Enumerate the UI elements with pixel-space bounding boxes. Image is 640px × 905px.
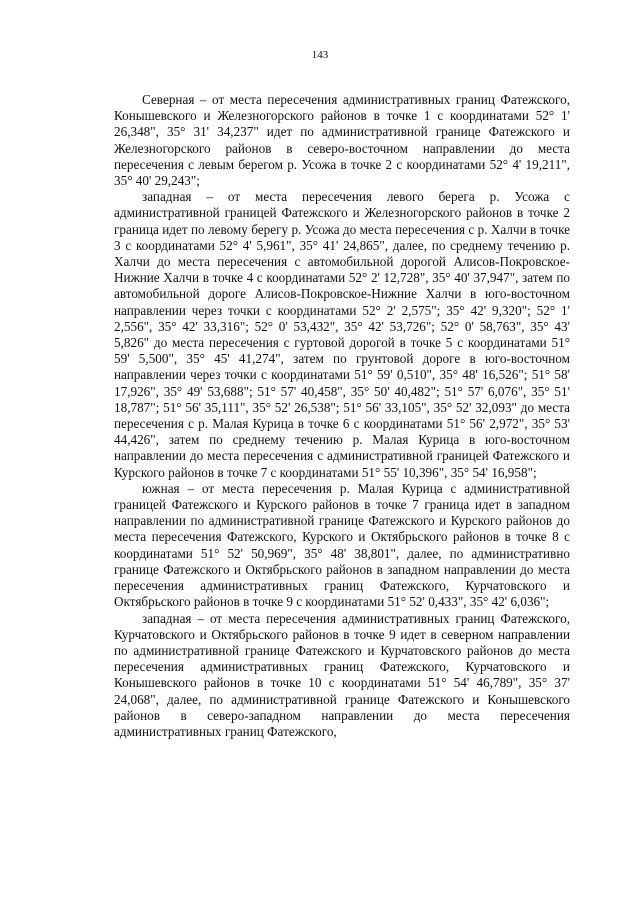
paragraph-south-boundary: южная – от места пересечения р. Малая Курица с административной границей Фатежского и Курского районов в точке 7 граница идет в западном направлении по административной границе Фатежского и Курского районов до места пересечения Фатежского, Курского и Октябрьского районов в точке 8 с координатами 51° 52' 50,969", 35° 48' 38,801", далее, по административно границе Фатежского и Октябрьского районов в западном направлении до места пересечения административных границ Фатежского, Курчатовского и Октябрьского районов в точке 9 с координатами 51° 52' 0,433", 35° 42' 6,036"; (114, 480, 570, 610)
page-number: 143 (311, 49, 329, 61)
paragraph-north-boundary: Северная – от места пересечения административных границ Фатежского, Конышевского и Железногорского районов в точке 1 с координатами 52° 1' 26,348", 35° 31' 34,237" идет по административной границе Фатежского и Железногорского районов в северо-восточном направлении до места пересечения с левым берегом р. Усожа в точке 2 с координатами 52° 4' 19,211", 35° 40' 29,243"; (114, 92, 570, 189)
document-body (114, 92, 570, 740)
paragraph-west-boundary-1: западная – от места пересечения левого берега р. Усожа с административной границей Фатежского и Железногорского районов в точке 2 граница идет по левому берегу р. Усожа до места пересечения с р. Халчи в точке 3 с координатами 52° 4' 5,961", 35° 41' 24,865", далее, по среднему течению р. Халчи до места пересечения с автомобильной дорогой Алисов-Покровское-Нижние Халчи в точке 4 с координатами 52° 2' 12,728", 35° 40' 37,947", затем по автомобильной дороге Алисов-Покровское-Нижние Халчи в юго-восточном направлении через точки с координатами 52° 2' 2,575"; 35° 42' 9,320"; 52° 1' 2,556", 35° 42' 33,316"; 52° 0' 53,432", 35° 42' 53,726"; 52° 0' 58,763", 35° 43' 5,826" до места пересечения с гуртовой дорогой в точке 5 с координатами 51° 59' 5,500", 35° 45' 41,274", затем по грунтовой дороге в юго-восточном направлении через точки с координатами 51° 59' 0,510", 35° 48' 16,526"; 51° 58' 17,926", 35° 49' 53,688"; 51° 57' 40,458", 35° 50' 40,482"; 51° 57' 6,076", 35° 51' 18,787"; 51° 56' 35,111", 35° 52' 26,538"; 51° 56' 33,105", 35° 52' 32,093" до места пересечения с р. Малая Курица в точке 6 с координатами 51° 56' 2,972", 35° 53' 44,426", затем по среднему течению р. Малая Курица в юго-восточном направлении до места пересечения с административной границей Фатежского и Курского районов в точке 7 с координатами 51° 55' 10,396", 35° 54' 16,958"; (114, 189, 570, 480)
paragraph-west-boundary-2: западная – от места пересечения административных границ Фатежского, Курчатовского и Октябрьского районов в точке 9 идет в северном направлении по административной границе Фатежского и Курчатовского районов до места пересечения административных границ Фатежского, Курчатовского и Конышевского районов в точке 10 с координатами 51° 54' 46,789", 35° 37' 24,068", далее, по административной границе Фатежского и Конышевского районов в северо-западном направлении до места пересечения административных границ Фатежского, (114, 610, 570, 739)
